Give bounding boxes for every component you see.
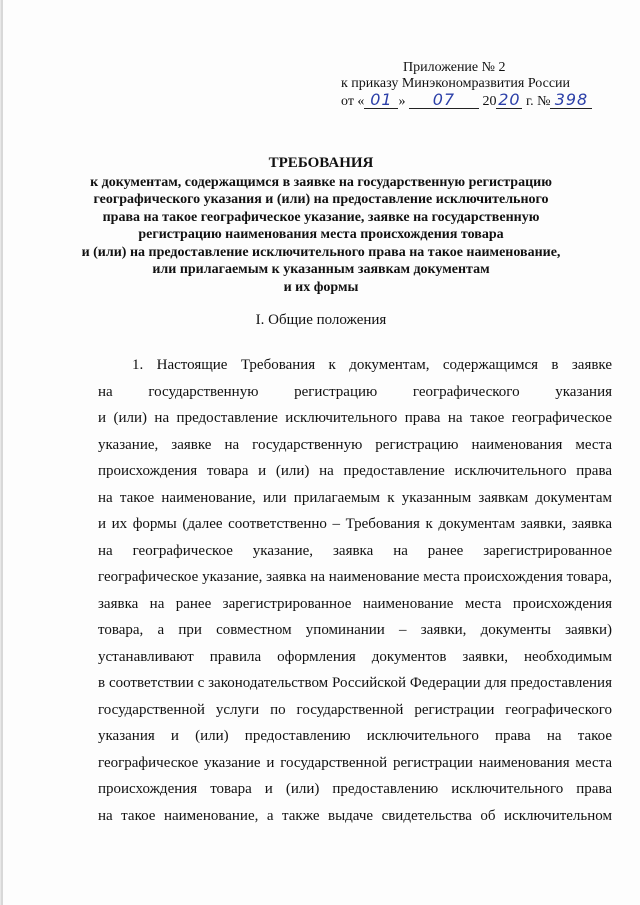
title-line: географического указания и (или) на предоставление исключительного (93, 192, 549, 207)
body-line: 1. Настоящие Требования к документам, содержащимся в заявке (132, 357, 612, 373)
body-line: на такое наименование, или прилагаемым к указанным заявкам документам (98, 489, 612, 506)
body-line: устанавливают правила оформления документов заявки, необходимым (98, 648, 612, 665)
body-line: на такое наименование, а также выдаче свидетельства об исключительном (98, 807, 612, 824)
section-heading: I. Общие положения (255, 312, 387, 328)
appendix-line-2: к приказу Минэкономразвития России (341, 76, 571, 91)
body-line: в соответствии с законодательством Российской Федерации для предоставления (98, 675, 612, 691)
body-line: и (или) на предоставление исключительного права на такое географическое (98, 410, 612, 426)
handwritten-year: 20 (498, 90, 521, 109)
body-line: на государственную регистрацию географического указания (98, 383, 612, 400)
body-line: на географическое указание, заявка на ранее зарегистрированное (98, 542, 612, 559)
document-title (61, 155, 581, 296)
number-prefix: г. № (525, 94, 551, 109)
title-line: или прилагаемым к указанным заявкам документам (152, 262, 490, 277)
title-line: и их формы (283, 279, 359, 295)
body-line: происхождения товара и (или) на предоставление исключительного права (98, 463, 612, 479)
appendix-date-line (341, 92, 611, 110)
title-main: ТРЕБОВАНИЯ (268, 155, 374, 171)
title-line: регистрацию наименования места происхождения товара (138, 227, 504, 242)
title-line: и (или) на предоставление исключительного права на такое наименование, (81, 244, 561, 260)
handwritten-day: 01 (364, 92, 398, 109)
handwritten-number: 398 (550, 92, 592, 109)
appendix-block (341, 60, 611, 110)
title-line: к документам, содержащимся в заявке на государственную регистрацию (90, 174, 552, 190)
body-line: географическое указание и государственной регистрации наименования места (98, 754, 612, 771)
body-text (98, 352, 612, 829)
body-line: государственной услуги по государственной регистрации географического (98, 701, 612, 718)
body-line: указания и (или) предоставлению исключительного права на такое (98, 728, 612, 744)
scan-edge (1, 0, 3, 905)
appendix-line-1: Приложение № 2 (403, 60, 506, 75)
handwritten-month: 07 (409, 92, 479, 109)
title-line: права на такое географическое указание, заявке на государственную (102, 209, 540, 225)
date-prefix: от « (341, 94, 365, 109)
date-mid: » (398, 94, 406, 109)
body-line: и их формы (далее соответственно – Требования к документам заявки, заявка (98, 516, 612, 532)
body-line: географическое указание, заявка на наименование места происхождения товара, (98, 569, 612, 585)
year-prefix: 20 (482, 94, 497, 109)
body-line: заявка на ранее зарегистрированное наименование места происхождения (98, 595, 612, 612)
body-line: указание, заявке на государственную регистрацию наименования места (98, 436, 612, 453)
body-line: происхождения товара и (или) предоставлению исключительного права (98, 781, 612, 797)
body-line: товара, а при совместном упоминании – заявки, документы заявки) (98, 622, 612, 638)
